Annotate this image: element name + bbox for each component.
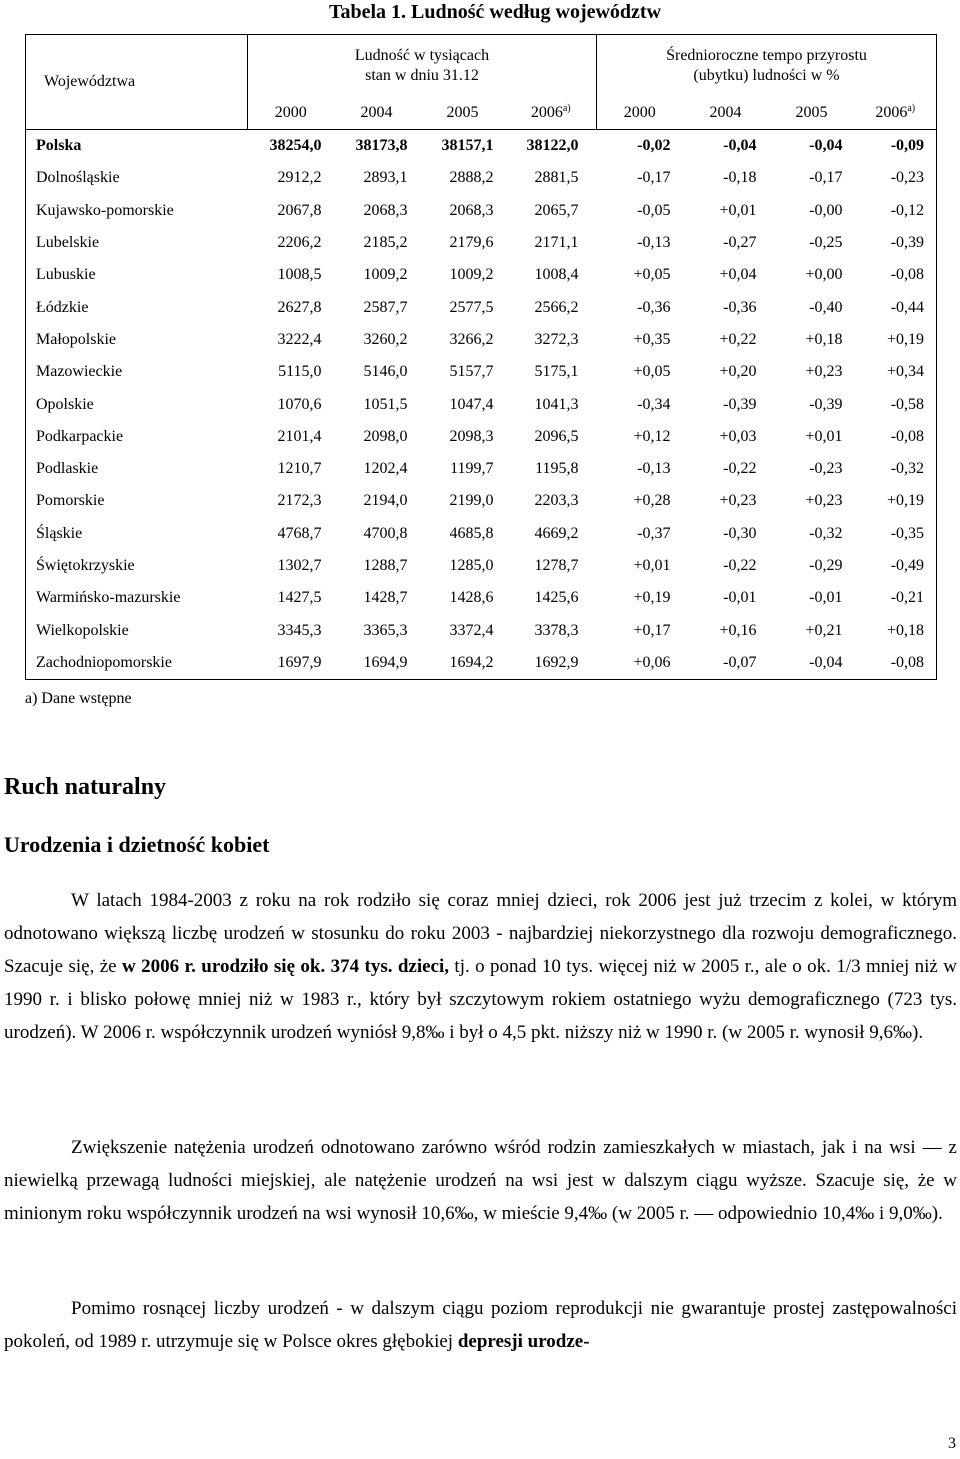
- population-cell: 1051,5: [363, 395, 408, 413]
- header-growth-line2: (ubytku) ludności w %: [693, 67, 840, 84]
- population-cell: 1199,7: [450, 460, 494, 478]
- table-row: [26, 291, 937, 323]
- growth-cell: -0,34: [637, 395, 671, 413]
- population-cell: 2912,2: [277, 169, 322, 187]
- population-cell: 2194,0: [363, 492, 408, 510]
- paragraph: [4, 1131, 957, 1230]
- growth-cell: -0,00: [809, 201, 843, 219]
- population-cell: 4768,7: [277, 524, 322, 542]
- table-row: [26, 227, 937, 259]
- table-row: [26, 162, 937, 194]
- population-cell: 1697,9: [248, 647, 334, 680]
- subsection-heading: Urodzenia i dzietność kobiet: [4, 832, 270, 857]
- population-cell: 2881,5: [534, 169, 579, 187]
- growth-cell: +0,20: [719, 363, 757, 381]
- population-cell: 2065,7: [534, 201, 579, 219]
- population-cell: 1195,8: [535, 460, 579, 478]
- growth-cell: -0,12: [855, 195, 937, 227]
- table-header-row-1: [26, 35, 937, 98]
- header-year: 2000: [248, 97, 334, 130]
- growth-cell: -0,17: [809, 169, 843, 187]
- region-name: Zachodniopomorskie: [26, 647, 248, 680]
- population-cell: 3266,2: [449, 330, 494, 348]
- growth-cell: -0,58: [855, 388, 937, 420]
- population-cell: 3260,2: [363, 330, 408, 348]
- population-cell: 38122,0: [526, 137, 579, 155]
- population-cell: 3272,3: [534, 330, 579, 348]
- growth-cell: -0,32: [809, 524, 843, 542]
- population-cell: 2577,5: [449, 298, 494, 316]
- growth-cell: +0,12: [633, 427, 671, 445]
- population-cell: 1302,7: [277, 557, 322, 574]
- growth-cell: -0,36: [637, 298, 671, 316]
- header-year-with-note: [506, 97, 597, 130]
- growth-cell: +0,34: [855, 356, 937, 388]
- population-table: [25, 34, 937, 680]
- growth-cell: -0,04: [809, 137, 843, 155]
- growth-cell: -0,39: [809, 395, 843, 413]
- growth-cell: -0,35: [855, 518, 937, 550]
- growth-cell: -0,13: [637, 234, 671, 252]
- page-number: 3: [948, 1435, 956, 1452]
- header-year-with-note: [855, 97, 937, 130]
- table-row: [26, 421, 937, 453]
- growth-cell: +0,05: [633, 363, 671, 381]
- growth-cell: -0,39: [855, 227, 937, 259]
- header-year: 2005: [420, 97, 506, 130]
- header-growth-group: [597, 35, 937, 98]
- region-name: Kujawsko-pomorskie: [26, 195, 248, 227]
- region-name: Pomorskie: [26, 485, 248, 517]
- population-cell: 1070,6: [277, 395, 322, 413]
- population-cell: 5146,0: [363, 363, 408, 381]
- table-row: [26, 453, 937, 485]
- growth-cell: -0,01: [809, 589, 843, 607]
- region-name: Podlaskie: [26, 453, 248, 485]
- population-cell: 2098,3: [449, 427, 494, 445]
- table-row: [26, 614, 937, 646]
- growth-cell: -0,04: [723, 137, 757, 155]
- population-cell: 5115,0: [278, 363, 322, 381]
- growth-cell: -0,49: [855, 550, 937, 582]
- header-population-line1: Ludność w tysiącach: [354, 47, 490, 64]
- population-cell: 1009,2: [363, 266, 408, 284]
- population-cell: 1692,9: [506, 647, 597, 680]
- growth-cell: +0,19: [855, 485, 937, 517]
- growth-cell: -0,32: [855, 453, 937, 485]
- region-name: Lubelskie: [26, 227, 248, 259]
- population-cell: 5157,7: [449, 363, 494, 381]
- table-row: [26, 550, 937, 582]
- growth-cell: +0,06: [597, 647, 683, 680]
- population-cell: 5175,1: [534, 363, 579, 381]
- population-cell: 4700,8: [363, 524, 408, 542]
- growth-cell: +0,17: [633, 621, 671, 639]
- population-cell: 2068,3: [363, 201, 408, 219]
- growth-cell: +0,19: [633, 589, 671, 607]
- growth-cell: -0,13: [637, 460, 671, 478]
- region-name: Łódzkie: [26, 291, 248, 323]
- growth-cell: -0,09: [855, 130, 937, 163]
- growth-cell: +0,03: [719, 427, 757, 445]
- population-cell: 1428,7: [363, 589, 408, 607]
- growth-cell: +0,28: [633, 492, 671, 510]
- header-year: 2000: [597, 97, 683, 130]
- table-row: [26, 647, 937, 680]
- region-name: Mazowieckie: [26, 356, 248, 388]
- population-cell: 2185,2: [363, 234, 408, 252]
- table-row: [26, 388, 937, 420]
- growth-cell: -0,08: [855, 259, 937, 291]
- growth-cell: +0,00: [805, 266, 843, 284]
- growth-cell: -0,08: [855, 421, 937, 453]
- header-year: 2004: [683, 97, 769, 130]
- population-cell: 1694,9: [334, 647, 420, 680]
- table-row: [26, 259, 937, 291]
- growth-cell: -0,44: [855, 291, 937, 323]
- growth-cell: -0,07: [683, 647, 769, 680]
- growth-cell: -0,08: [855, 647, 937, 680]
- growth-cell: -0,22: [723, 557, 757, 574]
- population-cell: 4669,2: [534, 524, 579, 542]
- population-cell: 2888,2: [449, 169, 494, 187]
- population-cell: 2171,1: [534, 234, 579, 252]
- region-name: Warmińsko-mazurskie: [26, 582, 248, 614]
- header-population-line2: stan w dniu 31.12: [365, 67, 479, 84]
- bold-text: w 2006 r. urodziło się ok. 374 tys. dzieci,: [121, 956, 450, 977]
- population-cell: 2566,2: [534, 298, 579, 316]
- population-cell: 38157,1: [441, 137, 494, 155]
- growth-cell: +0,23: [805, 363, 843, 381]
- population-cell: 2206,2: [277, 234, 322, 252]
- population-cell: 1428,6: [449, 589, 494, 607]
- table-row: [26, 324, 937, 356]
- header-population-group: [248, 35, 597, 98]
- growth-cell: +0,01: [633, 557, 671, 574]
- growth-cell: +0,01: [719, 201, 757, 219]
- growth-cell: -0,02: [637, 137, 671, 155]
- population-cell: 1210,7: [277, 460, 322, 478]
- region-name: Śląskie: [26, 518, 248, 550]
- growth-cell: -0,36: [723, 298, 757, 316]
- population-cell: 3222,4: [277, 330, 322, 348]
- footnote-mark: a): [907, 103, 916, 114]
- table-row: [26, 582, 937, 614]
- population-cell: 3345,3: [277, 621, 322, 639]
- growth-cell: +0,21: [805, 621, 843, 639]
- population-cell: 1041,3: [534, 395, 579, 413]
- growth-cell: +0,23: [719, 492, 757, 510]
- population-cell: 2172,3: [277, 492, 322, 510]
- growth-cell: +0,16: [719, 621, 757, 639]
- text-run: tj. o ponad 10 tys. więcej niż w 2005 r., ale o ok. 1/3 mniej niż w 1990 r. i blisko połowę mniej niż w 1983 r., który był szczytowym rokiem ostatniego wyżu demograficznego (723 tys. urodzeń). W 2006 r. współczynnik urodzeń wyniósł 9,8‰ i był o 4,5 pkt. niższy niż w 1990 r. (w 2005 r. wynosił 9,6‰).: [4, 956, 957, 1043]
- header-region: Województwa: [26, 35, 248, 130]
- growth-cell: -0,27: [723, 234, 757, 252]
- text-run: Pomimo rosnącej liczby urodzeń - w dalszym ciągu poziom reprodukcji nie gwarantuje prostej zastępowalności pokoleń, od 1989 r. utrzymuje się w Polsce okres głębokiej: [4, 1298, 957, 1352]
- population-cell: 2068,3: [449, 201, 494, 219]
- table-footnote: a) Dane wstępne: [25, 690, 132, 707]
- header-growth-line1: Średnioroczne tempo przyrostu: [666, 47, 867, 64]
- table-row: [26, 195, 937, 227]
- paragraph: [4, 1292, 957, 1358]
- population-cell: 2893,1: [363, 169, 408, 187]
- table-row: [26, 518, 937, 550]
- growth-cell: +0,05: [633, 266, 671, 284]
- region-name: Małopolskie: [26, 324, 248, 356]
- table-row: [26, 485, 937, 517]
- header-year: 2006: [530, 104, 563, 121]
- growth-cell: +0,22: [719, 330, 757, 348]
- growth-cell: -0,23: [809, 460, 843, 478]
- population-cell: 1008,5: [277, 266, 322, 284]
- section-heading: Ruch naturalny: [4, 774, 167, 800]
- growth-cell: -0,01: [723, 589, 757, 607]
- growth-cell: -0,22: [723, 460, 757, 478]
- growth-cell: -0,05: [637, 201, 671, 219]
- growth-cell: -0,29: [809, 557, 843, 574]
- table-row: [26, 130, 937, 163]
- growth-cell: -0,18: [723, 169, 757, 187]
- region-name: Opolskie: [26, 388, 248, 420]
- table-row: [26, 356, 937, 388]
- population-cell: 1047,4: [449, 395, 494, 413]
- growth-cell: +0,18: [855, 614, 937, 646]
- population-cell: 3378,3: [534, 621, 579, 639]
- growth-cell: +0,35: [633, 330, 671, 348]
- population-cell: 1425,6: [534, 589, 579, 607]
- population-cell: 1285,0: [449, 557, 494, 574]
- population-cell: 1202,4: [363, 460, 408, 478]
- population-cell: 2098,0: [363, 427, 408, 445]
- population-cell: 1694,2: [420, 647, 506, 680]
- population-cell: 1278,7: [534, 557, 579, 574]
- growth-cell: +0,18: [805, 330, 843, 348]
- population-cell: 2627,8: [277, 298, 322, 316]
- growth-cell: -0,17: [637, 169, 671, 187]
- population-cell: 38173,8: [355, 137, 408, 155]
- population-cell: 2179,6: [449, 234, 494, 252]
- population-cell: 1427,5: [277, 589, 322, 607]
- region-name: Wielkopolskie: [26, 614, 248, 646]
- growth-cell: +0,19: [855, 324, 937, 356]
- population-cell: 38254,0: [269, 137, 322, 155]
- population-cell: 3365,3: [363, 621, 408, 639]
- population-cell: 2203,3: [534, 492, 579, 510]
- population-cell: 2101,4: [277, 427, 322, 445]
- growth-cell: -0,25: [809, 234, 843, 252]
- growth-cell: -0,04: [769, 647, 855, 680]
- growth-cell: -0,40: [809, 298, 843, 316]
- population-cell: 2096,5: [534, 427, 579, 445]
- growth-cell: -0,37: [637, 524, 671, 542]
- population-cell: 1009,2: [449, 266, 494, 284]
- region-name: Podkarpackie: [26, 421, 248, 453]
- text-run: W latach 1984-2003 z roku na rok rodziło się coraz mniej dzieci, rok 2006 jest już trzecim z kolei, w którym odnotowano większą liczbę urodzeń w stosunku do roku 2003 - najbardziej niekorzystnego dla rozwoju demograficznego. Szacuje się, że: [4, 890, 957, 977]
- header-year: 2005: [769, 97, 855, 130]
- region-name: Polska: [26, 130, 248, 163]
- region-name: Świętokrzyskie: [26, 550, 248, 582]
- region-name: Lubuskie: [26, 259, 248, 291]
- paragraph: [4, 884, 957, 1049]
- growth-cell: +0,23: [805, 492, 843, 510]
- table-body: [26, 130, 937, 680]
- growth-cell: -0,39: [723, 395, 757, 413]
- population-cell: 3372,4: [449, 621, 494, 639]
- population-cell: 2199,0: [449, 492, 494, 510]
- region-name: Dolnośląskie: [26, 162, 248, 194]
- population-cell: 2587,7: [363, 298, 408, 316]
- population-cell: 1008,4: [534, 266, 579, 284]
- growth-cell: +0,04: [719, 266, 757, 284]
- growth-cell: -0,21: [855, 582, 937, 614]
- population-cell: 1288,7: [363, 557, 408, 574]
- table-caption: Tabela 1. Ludność według województw: [328, 1, 662, 23]
- text-run: Zwiększenie natężenia urodzeń odnotowano zarówno wśród rodzin zamieszkałych w miastach, jak i na wsi — z niewielką przewagą ludności miejskiej, ale natężenie urodzeń na wsi jest w dalszym ciągu wyższe. Szacuje się, że w minionym roku współczynnik urodzeń na wsi wynosił 10,6‰, w mieście 9,4‰ (w 2005 r. — odpowiednio 10,4‰ i 9,0‰).: [4, 1137, 957, 1224]
- footnote-mark: a): [562, 103, 571, 114]
- growth-cell: +0,01: [805, 427, 843, 445]
- population-cell: 2067,8: [277, 201, 322, 219]
- growth-cell: -0,30: [723, 524, 757, 542]
- growth-cell: -0,23: [855, 162, 937, 194]
- population-cell: 4685,8: [449, 524, 494, 542]
- bold-text: depresji urodze-: [457, 1331, 590, 1352]
- header-year: 2004: [334, 97, 420, 130]
- header-year: 2006: [875, 104, 908, 121]
